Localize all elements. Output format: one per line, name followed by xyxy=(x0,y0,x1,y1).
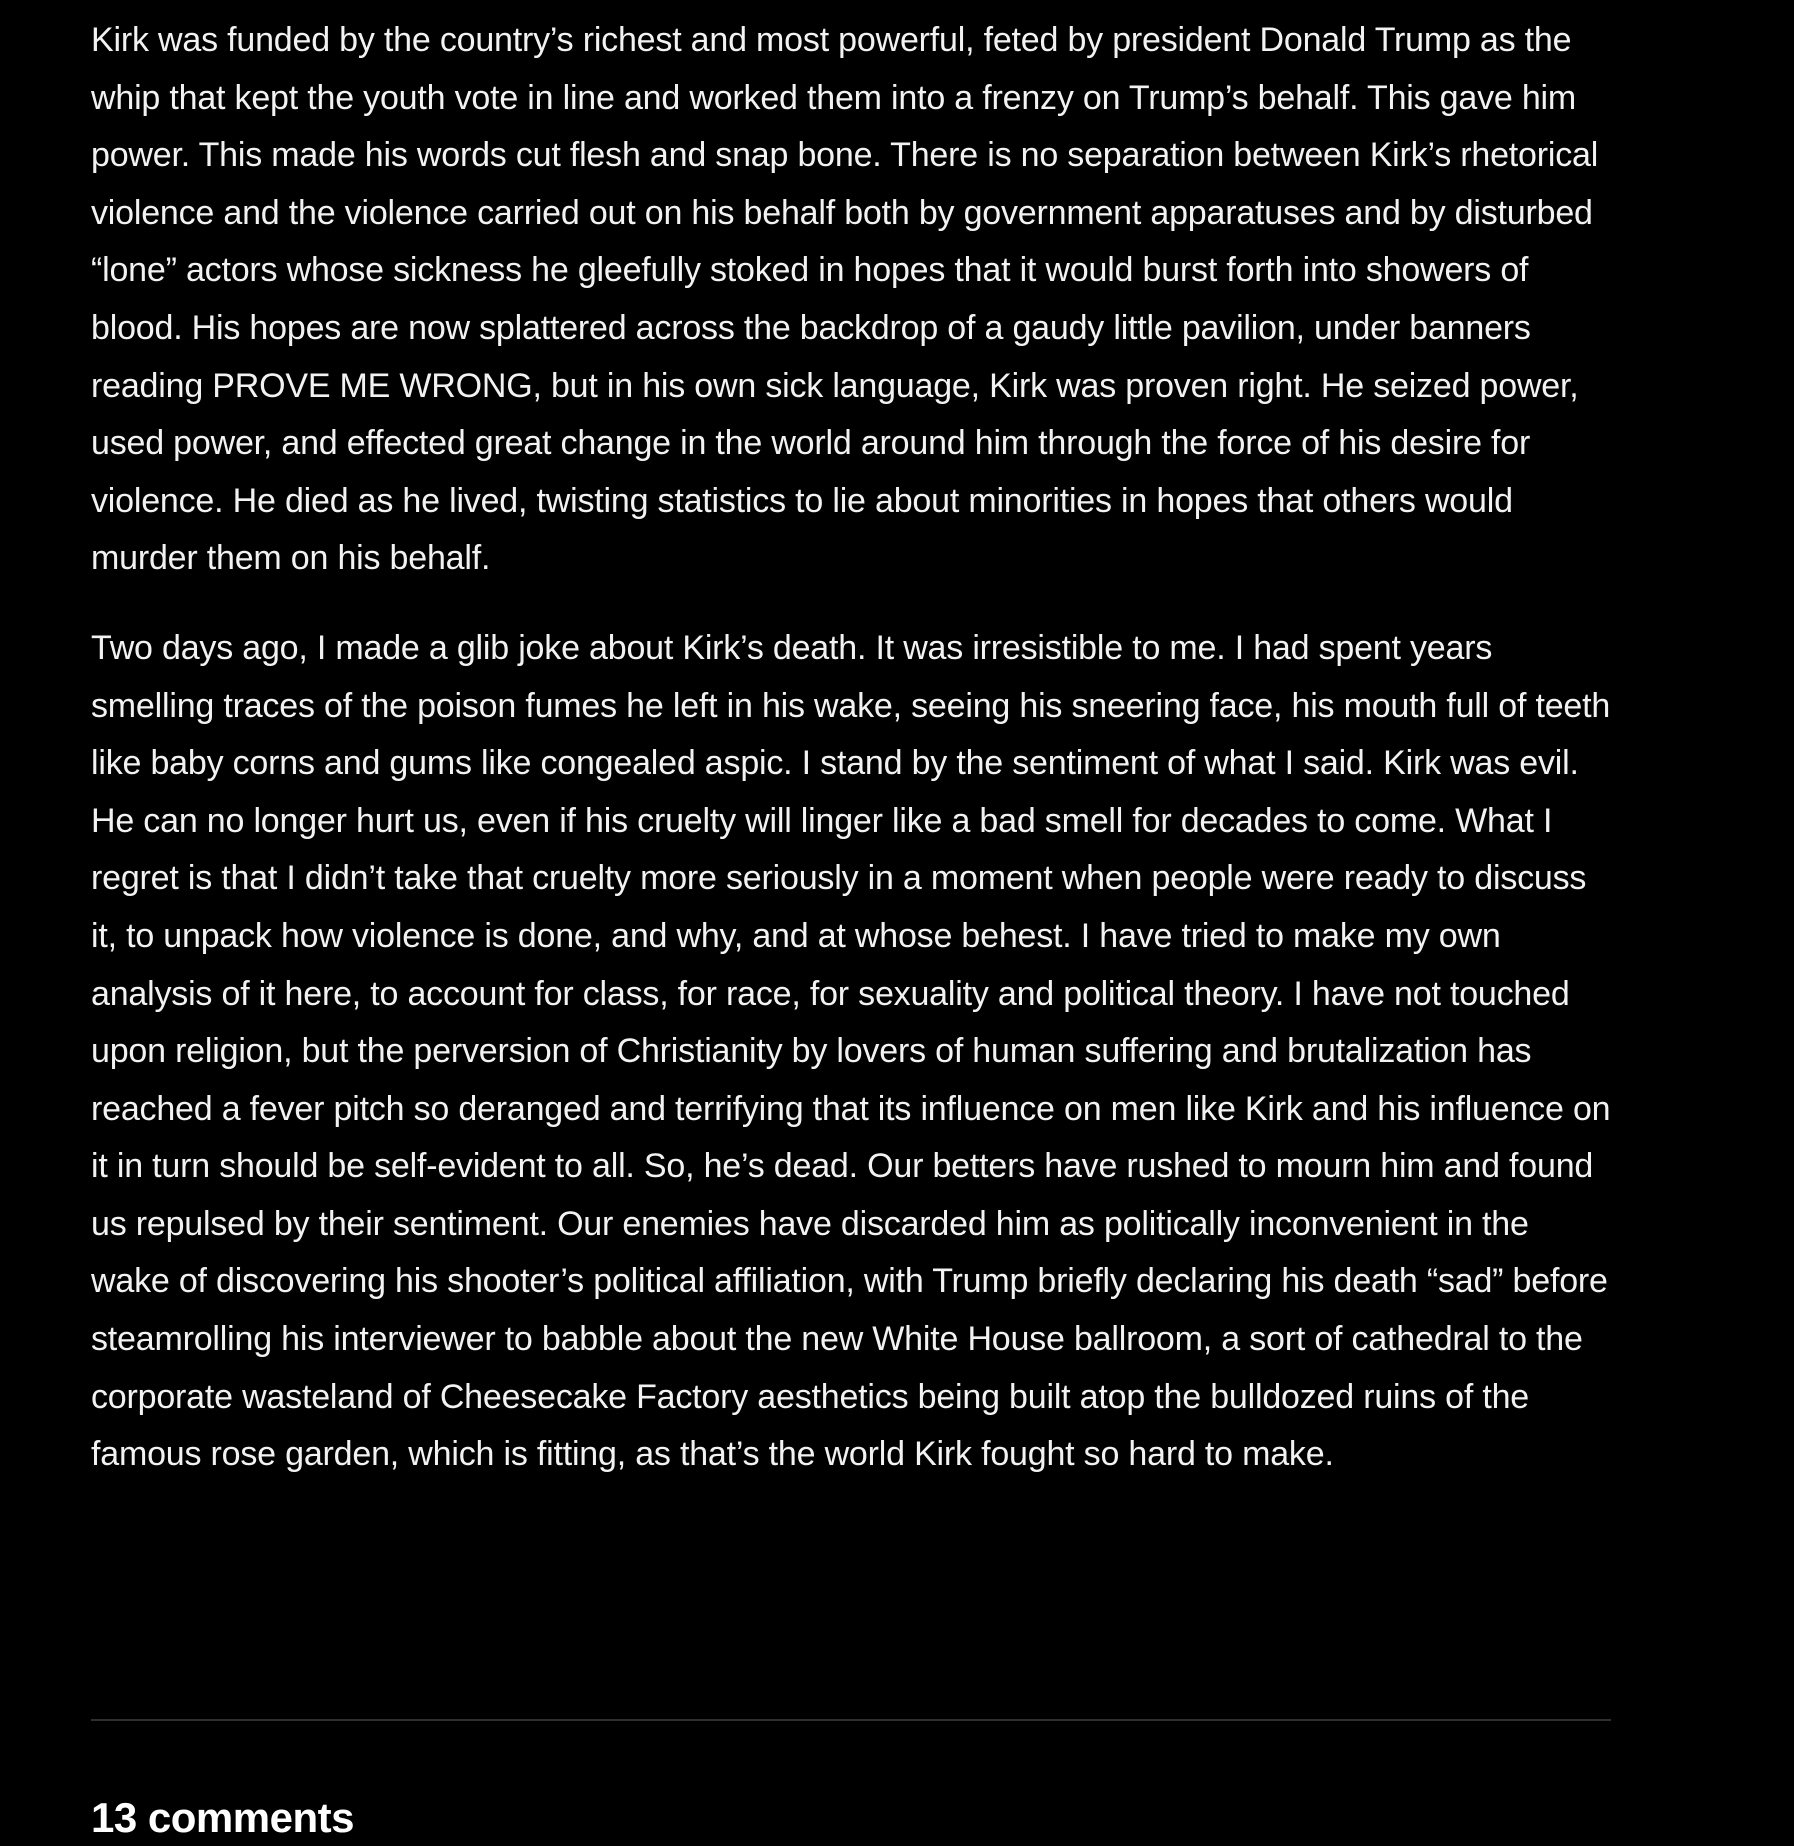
article-body xyxy=(91,12,1611,1484)
article-paragraph: Two days ago, I made a glib joke about Kirk’s death. It was irresistible to me. I had spent years smelling traces of the poison fumes he left in his wake, seeing his sneering face, his mouth full of teeth like baby corns and gums like congealed aspic. I stand by the sentiment of what I said. Kirk was evil. He can no longer hurt us, even if his cruelty will linger like a bad smell for decades to come. What I regret is that I didn’t take that cruelty more seriously in a moment when people were ready to discuss it, to unpack how violence is done, and why, and at whose behest. I have tried to make my own analysis of it here, to account for class, for race, for sexuality and political theory. I have not touched upon religion, but the perversion of Christianity by lovers of human suffering and brutalization has reached a fever pitch so deranged and terrifying that its influence on men like Kirk and his influence on it in turn should be self-evident to all. So, he’s dead. Our betters have rushed to mourn him and found us repulsed by their sentiment. Our enemies have discarded him as politically inconvenient in the wake of discovering his shooter’s political affiliation, with Trump briefly declaring his death “sad” before steamrolling his interviewer to babble about the new White House ballroom, a sort of cathedral to the corporate wasteland of Cheesecake Factory aesthetics being built atop the bulldozed ruins of the famous rose garden, which is fitting, as that’s the world Kirk fought so hard to make. xyxy=(91,628,1611,1474)
article-paragraph: Kirk was funded by the country’s richest and most powerful, feted by president Donald Trump as the whip that kept the youth vote in line and worked them into a frenzy on Trump’s behalf. This gave him power. This made his words cut flesh and snap bone. There is no separation between Kirk’s rhetorical violence and the violence carried out on his behalf both by government apparatuses and by disturbed “lone” actors whose sickness he gleefully stoked in hopes that it would burst forth into showers of blood. His hopes are now splattered across the backdrop of a gaudy little pavilion, under banners reading PROVE ME WRONG, but in his own sick language, Kirk was proven right. He seized power, used power, and effected great change in the world around him through the force of his desire for violence. He died as he lived, twisting statistics to lie about minorities in hopes that others would murder them on his behalf. xyxy=(91,21,1599,578)
section-divider xyxy=(91,1719,1611,1721)
comments-heading[interactable]: 13 comments xyxy=(91,1794,354,1841)
